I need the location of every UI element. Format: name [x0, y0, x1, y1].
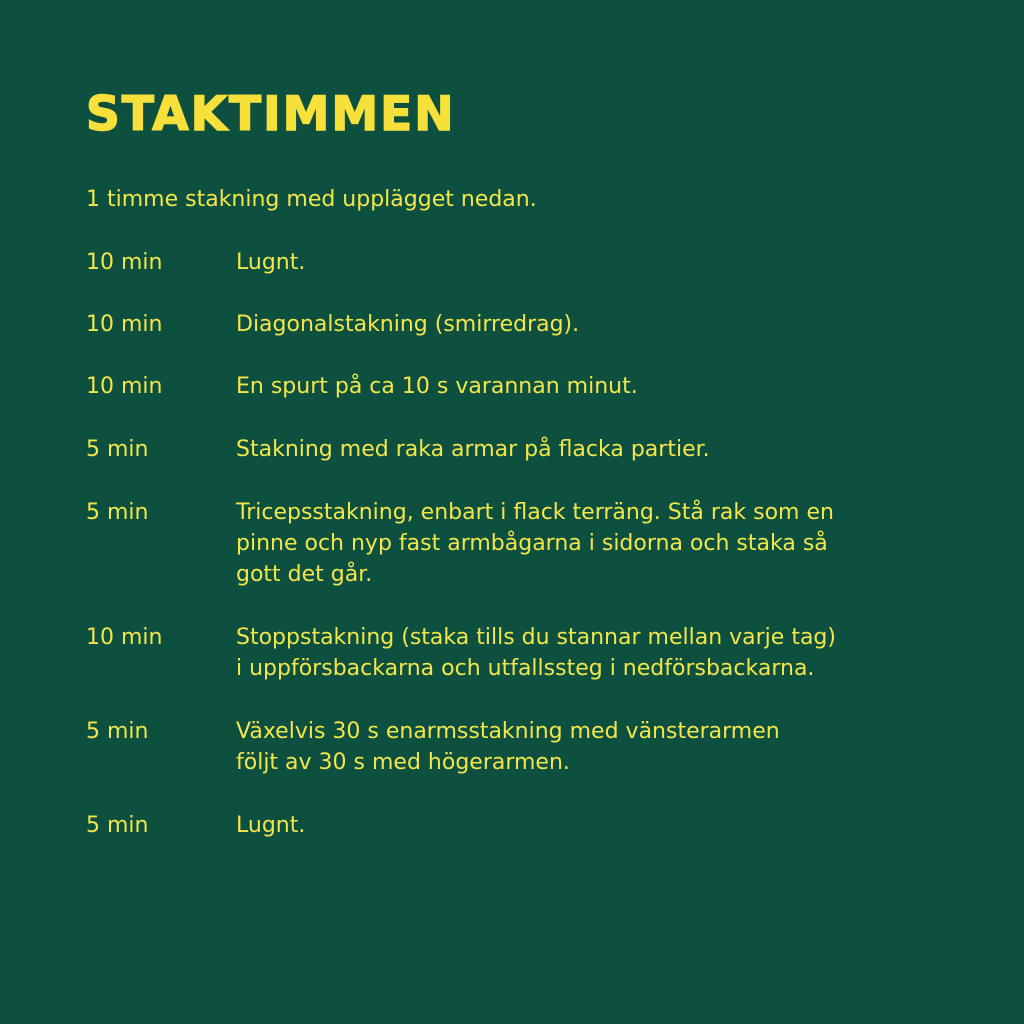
- interval-description-line: gott det går.: [236, 562, 373, 587]
- interval-description-line: följt av 30 s med högerarmen.: [236, 750, 570, 775]
- interval-duration: 10 min: [86, 625, 163, 650]
- interval-description: [236, 716, 936, 778]
- interval-description-line: Tricepsstakning, enbart i flack terräng. Stå rak som en: [236, 500, 834, 525]
- interval-description: [236, 247, 936, 278]
- interval-description: [236, 371, 936, 402]
- interval-duration: 5 min: [86, 719, 149, 744]
- interval-description-line: pinne och nyp fast armbågarna i sidorna och staka så: [236, 531, 828, 556]
- interval-description-line: Växelvis 30 s enarmsstakning med vänsterarmen: [236, 719, 780, 744]
- interval-description-line: Diagonalstakning (smirredrag).: [236, 312, 580, 337]
- interval-duration: 10 min: [86, 312, 163, 337]
- interval-description-line: i uppförsbackarna och utfallssteg i nedförsbackarna.: [236, 656, 815, 681]
- page-title: STAKTIMMEN: [86, 87, 456, 142]
- interval-description-line: Stakning med raka armar på flacka partier.: [236, 437, 710, 462]
- interval-description: [236, 810, 936, 841]
- intro-text: 1 timme stakning med upplägget nedan.: [86, 187, 537, 212]
- interval-duration: 10 min: [86, 250, 163, 275]
- interval-description: [236, 497, 936, 590]
- interval-description-line: Lugnt.: [236, 250, 306, 275]
- interval-duration: 5 min: [86, 437, 149, 462]
- interval-duration: 10 min: [86, 374, 163, 399]
- interval-description-line: En spurt på ca 10 s varannan minut.: [236, 374, 638, 399]
- interval-duration: 5 min: [86, 500, 149, 525]
- interval-duration: 5 min: [86, 813, 149, 838]
- interval-description: [236, 434, 936, 465]
- interval-description-line: Lugnt.: [236, 813, 306, 838]
- interval-description-line: Stoppstakning (staka tills du stannar mellan varje tag): [236, 625, 836, 650]
- interval-description: [236, 309, 936, 340]
- interval-description: [236, 622, 936, 684]
